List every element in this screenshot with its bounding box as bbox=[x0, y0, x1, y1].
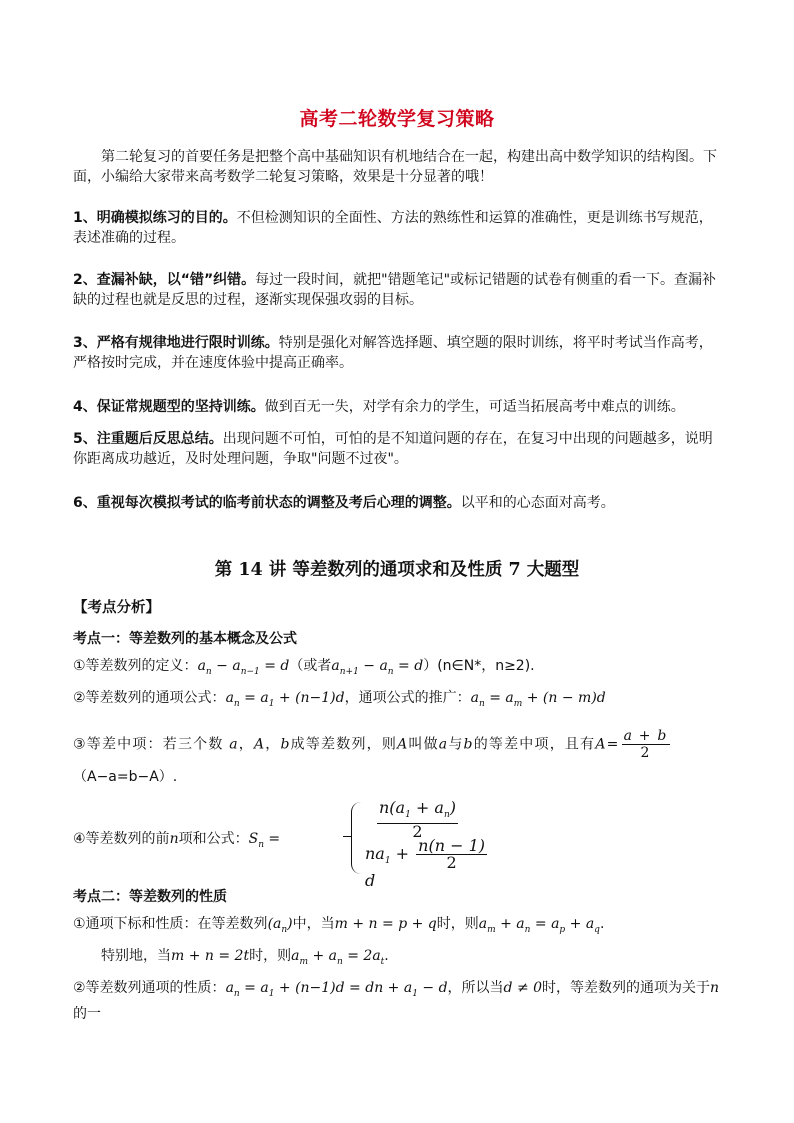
special-case-text: 时，则 bbox=[249, 948, 292, 964]
strategy-text: 做到百无一失，对学有余力的学生，可适当拓展高考中难点的训练。 bbox=[264, 399, 685, 415]
lecture-title: 第 14 讲 等差数列的通项求和及性质 7 大题型 bbox=[214, 560, 580, 580]
strategy-text: 以平和的心态面对高考。 bbox=[460, 495, 615, 511]
point-one-heading: 考点一：等差数列的基本概念及公式 bbox=[73, 631, 297, 647]
strategy-heading: 3、严格有规律地进行限时训练。 bbox=[73, 335, 279, 351]
strategy-item-3 bbox=[73, 333, 725, 373]
formula-definition: $a_n - a_{n-1} = d$ bbox=[197, 658, 290, 677]
special-case-label: 特别地，当 bbox=[101, 948, 171, 964]
mean-text-3: 与 bbox=[448, 736, 464, 753]
formula-special-case: $a_m + a_n = 2a_t$ bbox=[291, 948, 385, 967]
section-analysis: 【考点分析】 bbox=[73, 600, 160, 616]
strategy-item-2 bbox=[73, 270, 725, 310]
property-label: ①通项下标和性质：在等差数列 bbox=[73, 916, 268, 932]
close-paren: ） bbox=[423, 658, 438, 674]
definition-line bbox=[73, 656, 725, 682]
general-term-line bbox=[73, 688, 725, 714]
property-text-2: 时，则 bbox=[436, 916, 479, 932]
strategy-item-4 bbox=[73, 397, 725, 417]
definition-label: ①等差数列的定义： bbox=[73, 658, 198, 674]
point-two-heading: 考点二：等差数列的性质 bbox=[73, 889, 227, 905]
page-title: 高考二轮数学复习策略 bbox=[299, 108, 495, 130]
strategy-heading: 2、查漏补缺，以“错”纠错。 bbox=[73, 272, 256, 288]
strategy-heading: 4、保证常规题型的坚持训练。 bbox=[73, 399, 265, 415]
general-term-label: ②等差数列的通项公式： bbox=[73, 690, 226, 706]
mean-relation-line: （A−a=b−A）. bbox=[73, 769, 178, 785]
brace bbox=[351, 802, 362, 874]
general-term-property-line: ②等差数列通项的性质：$a_n = a_1 + (n-1)d$ = dn + $a_1 - d$，所以当d ≠ 0时，等差数列的通项为关于n的一 bbox=[73, 980, 720, 1022]
arithmetic-mean-line: ③等差中项：若三个数 a，A，b成等差数列，则A叫做a与b的等差中项，且有A= $\frac{a + b}{2}$ bbox=[73, 728, 668, 761]
strategy-text: 出现问题不可怕，可怕的是不知道问题的存在，在复习中出现的问题越多，说明你距离成功越近，及时处理问题，争取"问题不过夜"。 bbox=[73, 431, 713, 467]
strategy-item-6 bbox=[73, 493, 725, 513]
formula-general-term-extension: $a_n = a_m + (n - m)d$ bbox=[470, 690, 606, 709]
strategy-text: 特别是强化对解答选择题、填空题的限时训练，将平时考试当作高考，严格按时完成，并在速度体验中提高正确率。 bbox=[73, 335, 713, 371]
formula-definition-alt: $a_{n+1} - a_n = d$ bbox=[331, 658, 424, 677]
strategy-heading: 1、明确模拟练习的目的。 bbox=[73, 210, 237, 226]
sum-formula-block bbox=[73, 798, 493, 890]
property-text: 中，当 bbox=[292, 916, 335, 932]
formula-subscript-sum: $a_m + a_n = a_p + a_q$ bbox=[478, 916, 600, 935]
strategy-text: 每过一段时间，就把"错题笔记"或标记错题的试卷有侧重的看一下。查漏补缺的过程也就是反思的过程，逐渐实现保强攻弱的目标。 bbox=[73, 272, 717, 308]
sum-formula-label: ④等差数列的前n项和公式：$S_n$ = bbox=[73, 831, 281, 850]
formula-linear-form: $a_n = a_1 + (n-1)d$ = dn + $a_1 - d$ bbox=[225, 980, 448, 999]
sum-label-text: ④等差数列的前 bbox=[73, 831, 170, 847]
general-term-property-label: ②等差数列通项的性质： bbox=[73, 980, 226, 996]
subscript-sum-property: ①通项下标和性质：在等差数列$(a_n)$中，当m + n = p + q时，则$a_m + a_n = a_p + a_q$. bbox=[73, 916, 605, 935]
mean-text-2: 叫做 bbox=[408, 736, 439, 753]
general-term-extension-label: ，通项公式的推广： bbox=[344, 690, 471, 706]
formula-sum-case-1: $\frac{n(a_1 + a_n)}{2}$ bbox=[379, 798, 456, 842]
mean-text-4: 的等差中项，且有 bbox=[473, 736, 596, 753]
or-text: （或者 bbox=[289, 658, 332, 674]
strategy-item-5 bbox=[73, 429, 725, 469]
mean-label: ③等差中项：若三个数 bbox=[73, 736, 224, 753]
formula-mean-fraction: $\frac{a + b}{2}$ bbox=[623, 728, 668, 761]
strategy-text: 不但检测知识的全面性、方法的熟练性和运算的准确性，更是训练书写规范，表述准确的过程。 bbox=[73, 210, 713, 246]
strategy-item-1 bbox=[73, 208, 725, 248]
formula-general-term: $a_n = a_1 + (n-1)d$ bbox=[225, 690, 345, 709]
intro-paragraph: 第二轮复习的首要任务是把整个高中基础知识有机地结合在一起，构建出高中数学知识的结构图。下面，小编给大家带来高考数学二轮复习策略，效果是十分显著的哦！ bbox=[73, 149, 717, 185]
formula-sum-case-2: $na_1$ + $\frac{n(n - 1)}{2}$ d bbox=[365, 836, 486, 890]
mean-text: 成等差数列，则 bbox=[290, 736, 398, 753]
condition-text: (n∈N*，n≥2). bbox=[437, 658, 535, 674]
sum-label-text-2: 项和公式： bbox=[178, 831, 249, 847]
special-case-line: 特别地，当m + n = 2t时，则$a_m + a_n = 2a_t$. bbox=[101, 948, 389, 967]
general-term-property-text: ，所以当 bbox=[447, 980, 504, 996]
general-term-property-text-2: 时，等差数列的通项为关于 bbox=[542, 980, 711, 996]
general-term-property-text-3: 的一 bbox=[73, 1005, 101, 1022]
strategy-heading: 5、注重题后反思总结。 bbox=[73, 431, 223, 447]
strategy-heading: 6、重视每次模拟考试的临考前状态的调整及考后心理的调整。 bbox=[73, 495, 461, 511]
